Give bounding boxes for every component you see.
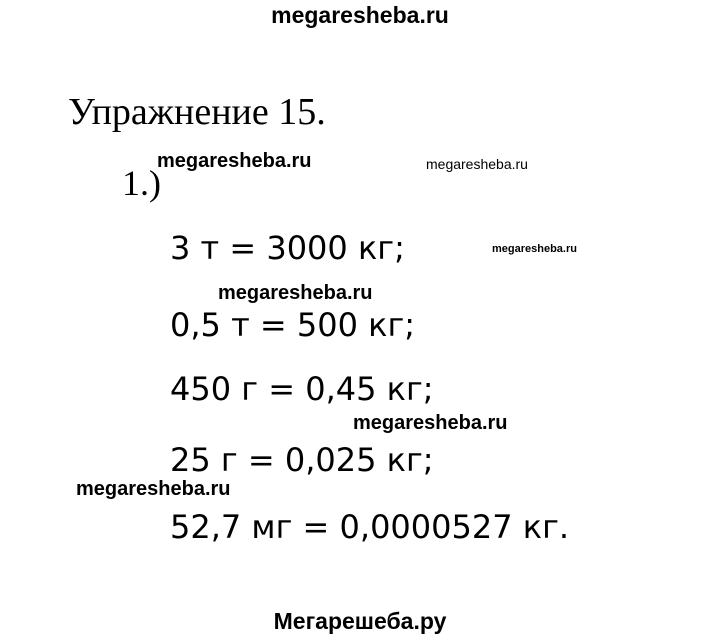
watermark: megaresheba.ru bbox=[426, 156, 528, 172]
equation-line-2: 0,5 т = 500 кг; bbox=[170, 306, 416, 344]
watermark: megaresheba.ru bbox=[492, 243, 577, 255]
equation-line-1: 3 т = 3000 кг; bbox=[170, 229, 405, 267]
footer-watermark: Мегарешеба.ру bbox=[273, 608, 447, 634]
watermark: megaresheba.ru bbox=[353, 412, 508, 434]
equation-line-3: 450 г = 0,45 кг; bbox=[170, 370, 434, 408]
item-number: 1.) bbox=[122, 163, 161, 203]
equation-line-5: 52,7 мг = 0,0000527 кг. bbox=[170, 508, 570, 546]
equation-line-4: 25 г = 0,025 кг; bbox=[170, 441, 434, 479]
header-watermark: megaresheba.ru bbox=[271, 2, 449, 28]
watermark: megaresheba.ru bbox=[76, 478, 231, 500]
watermark: megaresheba.ru bbox=[157, 150, 312, 172]
exercise-title: Упражнение 15. bbox=[68, 91, 326, 133]
watermark: megaresheba.ru bbox=[218, 282, 373, 304]
